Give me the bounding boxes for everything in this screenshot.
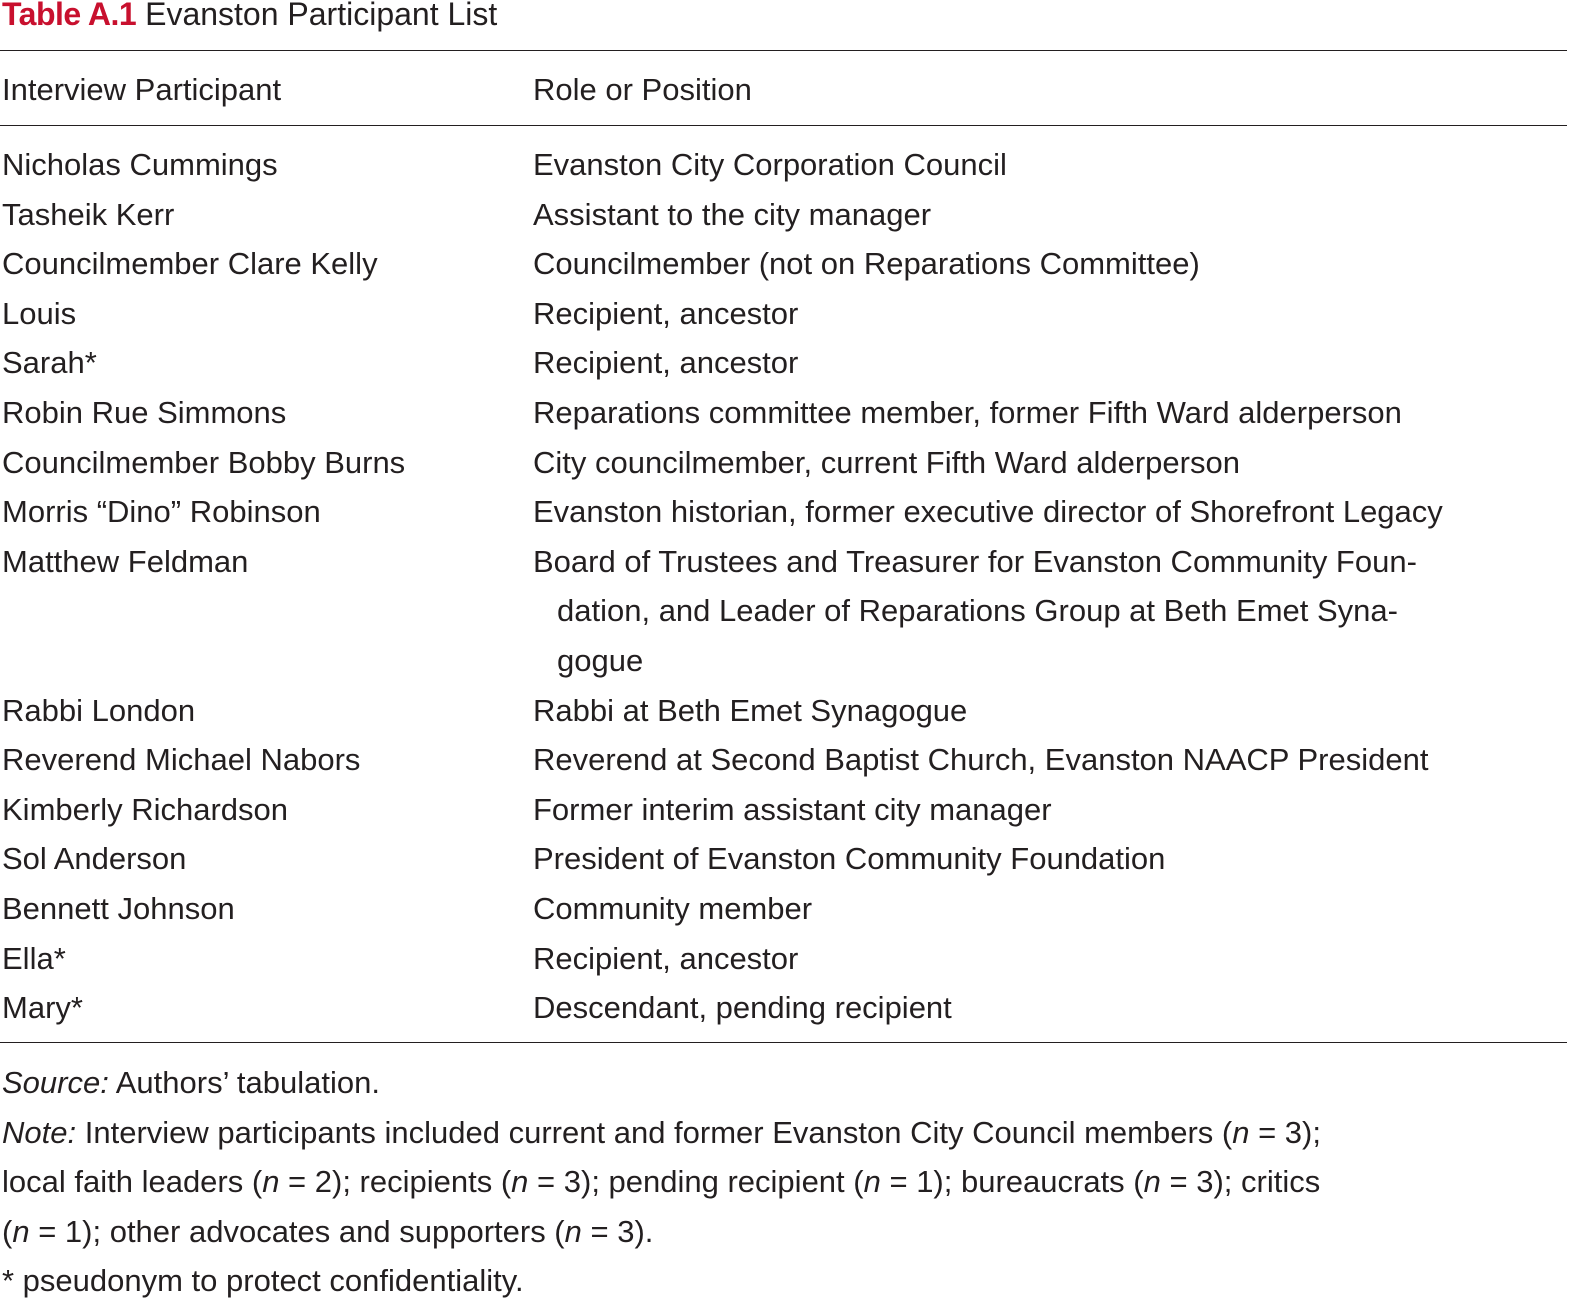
table-notes xyxy=(2,1058,1562,1306)
role-line: Councilmember (not on Reparations Committee) xyxy=(533,246,1200,282)
column-header-role: Role or Position xyxy=(533,72,752,107)
participant-cell: Morris “Dino” Robinson xyxy=(2,494,321,530)
participant-cell: Sol Anderson xyxy=(2,841,187,877)
role-cell xyxy=(533,884,1567,934)
role-line: Recipient, ancestor xyxy=(533,295,799,331)
note-line-3 xyxy=(2,1207,1562,1257)
role-line: Board of Trustees and Treasurer for Evanston Community Foun- xyxy=(533,543,1417,579)
role-cell xyxy=(533,537,1567,686)
participant-cell: Kimberly Richardson xyxy=(2,791,288,827)
role-line: Evanston historian, former executive director of Shorefront Legacy xyxy=(533,494,1443,530)
role-line: Rabbi at Beth Emet Synagogue xyxy=(533,692,968,728)
footnote: * pseudonym to protect confidentiality. xyxy=(2,1263,524,1299)
role-cell xyxy=(533,834,1567,884)
role-line: Recipient, ancestor xyxy=(533,345,799,381)
role-line: Descendant, pending recipient xyxy=(533,990,952,1026)
participant-cell: Reverend Michael Nabors xyxy=(2,742,361,778)
participant-cell: Councilmember Clare Kelly xyxy=(2,246,378,282)
role-line: dation, and Leader of Reparations Group at Beth Emet Syna- xyxy=(557,593,1398,629)
role-cell xyxy=(533,785,1567,835)
role-line: Community member xyxy=(533,891,813,926)
role-cell xyxy=(533,338,1567,388)
participant-cell: Louis xyxy=(2,295,77,331)
note-text-2: local faith leaders (n = 2); recipients (n = 3); pending recipient (n = 1); bureaucrats (n = 3); critics xyxy=(2,1164,1321,1200)
role-cell xyxy=(533,438,1567,488)
role-line: Former interim assistant city manager xyxy=(533,791,1052,827)
participant-cell: Bennett Johnson xyxy=(2,891,235,926)
note-text-3: (n = 1); other advocates and supporters (n = 3). xyxy=(2,1213,654,1249)
role-line: Assistant to the city manager xyxy=(533,196,932,232)
note-line-1 xyxy=(2,1108,1562,1158)
participant-cell: Matthew Feldman xyxy=(2,543,249,579)
source-text: Authors’ tabulation. xyxy=(115,1065,380,1100)
role-cell xyxy=(533,140,1567,190)
role-line: President of Evanston Community Foundation xyxy=(533,841,1166,877)
role-cell xyxy=(533,487,1567,537)
role-line: Evanston City Corporation Council xyxy=(533,147,1007,182)
participant-cell: Councilmember Bobby Burns xyxy=(2,444,406,480)
bottom-rule xyxy=(0,1042,1567,1043)
role-line: Recipient, ancestor xyxy=(533,940,799,976)
role-line: Reverend at Second Baptist Church, Evanston NAACP President xyxy=(533,742,1429,778)
participant-cell: Tasheik Kerr xyxy=(2,196,175,232)
source-line xyxy=(2,1058,1562,1108)
table-caption xyxy=(2,0,497,34)
role-cell xyxy=(533,983,1567,1033)
top-rule xyxy=(0,50,1567,51)
participant-cell: Sarah* xyxy=(2,345,97,381)
role-cell xyxy=(533,239,1567,289)
source-lead: Source: xyxy=(2,1065,109,1100)
role-cell xyxy=(533,289,1567,339)
role-cell xyxy=(533,686,1567,736)
table-title: Evanston Participant List xyxy=(145,0,498,32)
role-line: gogue xyxy=(557,642,644,678)
table-label: Table A.1 xyxy=(2,0,137,32)
participant-cell: Rabbi London xyxy=(2,692,196,728)
role-cell xyxy=(533,190,1567,240)
participant-cell: Nicholas Cummings xyxy=(2,147,278,182)
role-line: Reparations committee member, former Fifth Ward alderperson xyxy=(533,395,1402,430)
role-line: City councilmember, current Fifth Ward alderperson xyxy=(533,444,1240,480)
role-cell xyxy=(533,735,1567,785)
role-cell xyxy=(533,388,1567,438)
participant-cell: Mary* xyxy=(2,990,83,1026)
note-lead: Note: xyxy=(2,1114,77,1150)
role-cell xyxy=(533,934,1567,984)
participant-cell: Robin Rue Simmons xyxy=(2,395,287,430)
note-text-1: Interview participants included current and former Evanston City Council members (n = 3); xyxy=(84,1114,1321,1150)
participant-cell: Ella* xyxy=(2,940,66,976)
column-header-participant: Interview Participant xyxy=(2,72,282,107)
note-line-2 xyxy=(2,1157,1562,1207)
header-rule xyxy=(0,125,1567,126)
